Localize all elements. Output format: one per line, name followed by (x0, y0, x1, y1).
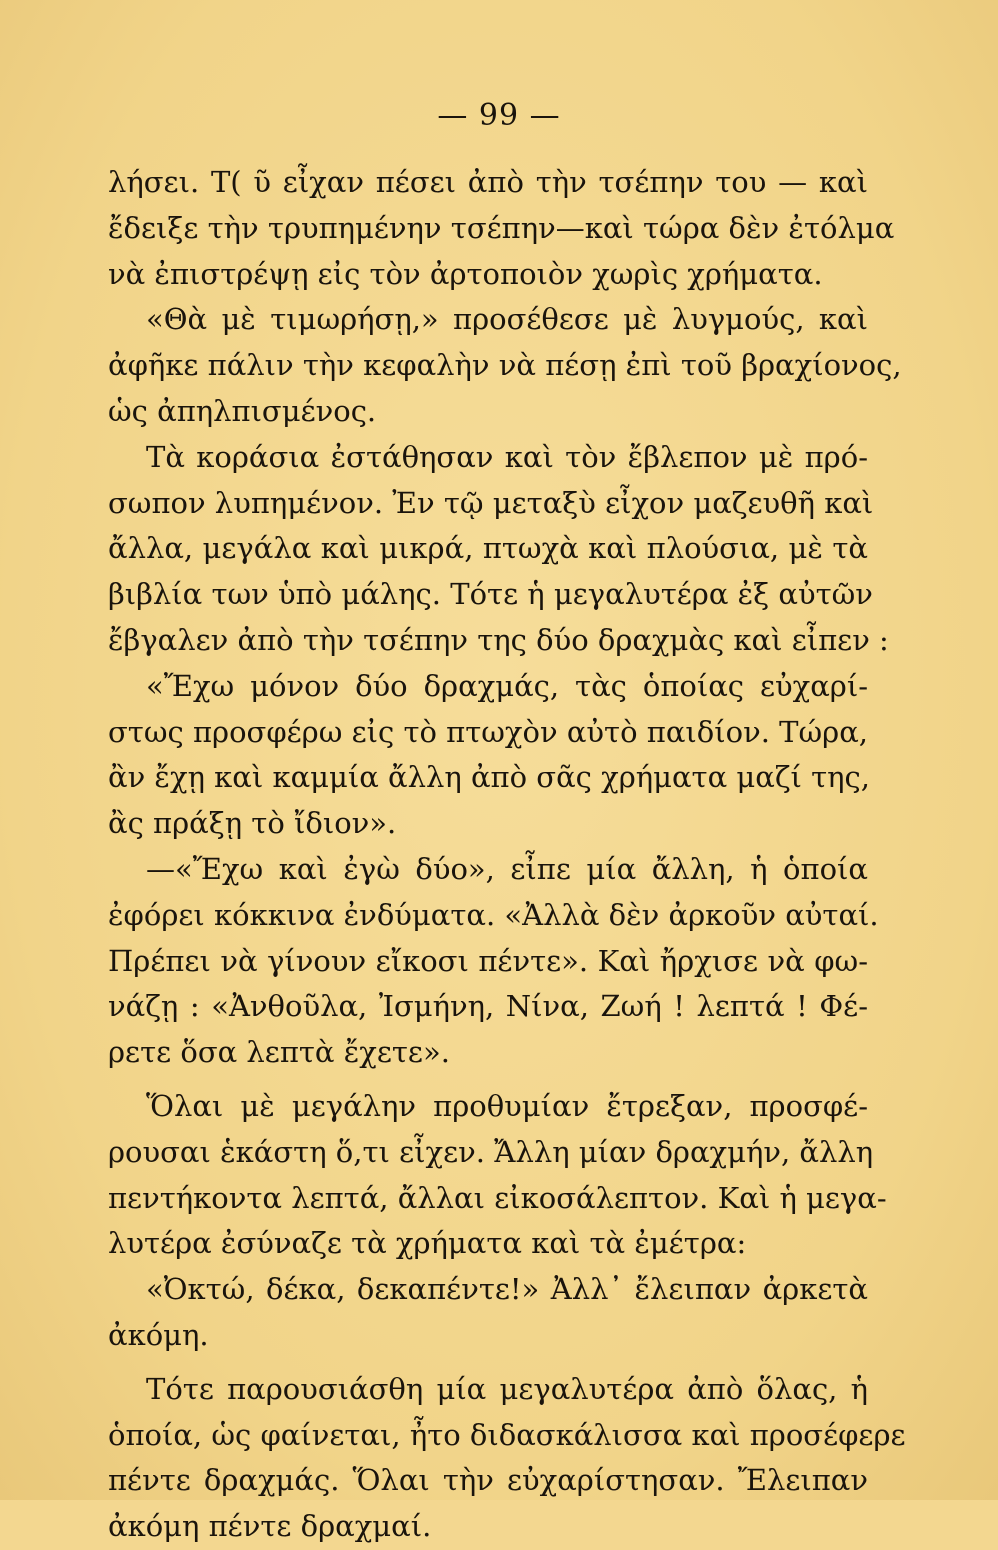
paragraph (108, 435, 889, 664)
text-line: —«Ἔχω καὶ ἐγὼ δύο», εἶπε μία ἄλλη, ἡ ὁποία (146, 851, 868, 886)
text-line: ρουσαι ἑκάστη ὅ,τι εἶχεν. Ἄλλη μίαν δραχμήν, ἄλλη (108, 1134, 874, 1169)
text-line: πεντήκοντα λεπτά, ἄλλαι εἰκοσάλεπτον. Καὶ ἡ μεγα- (108, 1180, 887, 1215)
text-line: ἔβγαλεν ἀπὸ τὴν τσέπην της δύο δραχμὰς καὶ εἶπεν : (108, 622, 889, 657)
text-line: ρετε ὅσα λεπτὰ ἔχετε». (108, 1035, 450, 1070)
body-text (108, 160, 906, 1550)
text-line: ἔδειξε τὴν τρυπημένην τσέπην—καὶ τώρα δὲν ἐτόλμα (108, 210, 895, 245)
paragraph (108, 297, 902, 434)
text-line: ἂς πράξῃ τὸ ἴδιον». (108, 806, 397, 841)
text-line: λήσει. Τ( ῦ εἶχαν πέσει ἀπὸ τὴν τσέπην του — καὶ (108, 165, 868, 199)
text-line: ἀκόμη πέντε δραχμαί. (108, 1509, 432, 1544)
text-line: σωπον λυπημένον. Ἐν τῷ μεταξὺ εἶχον μαζευθῆ καὶ (108, 485, 874, 520)
text-line: «Ὀκτώ, δέκα, δεκαπέντε!» Ἀλλ᾽ ἔλειπαν ἀρκετὰ (146, 1272, 868, 1307)
page-number: — 99 — (437, 98, 561, 133)
text-line: Ὅλαι μὲ μεγάλην προθυμίαν ἔτρεξαν, προσφέ- (146, 1088, 868, 1123)
text-line: ἐφόρει κόκκινα ἐνδύματα. «Ἀλλὰ δὲν ἀρκοῦν αὐταί. (108, 897, 879, 932)
text-line: ἂν ἔχῃ καὶ καμμία ἄλλη ἀπὸ σᾶς χρήματα μαζί της, (108, 760, 871, 795)
text-line: ἄλλα, μεγάλα καὶ μικρά, πτωχὰ καὶ πλούσια, μὲ τὰ (108, 531, 868, 566)
paragraph (108, 160, 895, 297)
text-line: Πρέπει νὰ γίνουν εἴκοσι πέντε». Καὶ ἤρχισε νὰ φω- (108, 943, 868, 978)
text-line: «Ἔχω μόνον δύο δραχμάς, τὰς ὁποίας εὐχαρί- (146, 668, 868, 703)
text-line: ἀφῆκε πάλιν τὴν κεφαλὴν νὰ πέσῃ ἐπὶ τοῦ βραχίονος, (108, 348, 902, 383)
text-line: λυτέρα ἐσύναζε τὰ χρήματα καὶ τὰ ἐμέτρα: (108, 1226, 747, 1261)
text-line: «Θὰ μὲ τιμωρήσῃ,» προσέθεσε μὲ λυγμούς, καὶ (146, 302, 868, 337)
text-line: στως προσφέρω εἰς τὸ πτωχὸν αὐτὸ παιδίον. Τώρα, (108, 714, 868, 749)
text-line: ὁποία, ὡς φαίνεται, ἦτο διδασκάλισσα καὶ προσέφερε (108, 1417, 906, 1452)
paragraph (108, 1084, 887, 1267)
text-line: βιβλία των ὑπὸ μάλης. Τότε ἡ μεγαλυτέρα ἐξ αὐτῶν (108, 577, 873, 612)
text-line: Τότε παρουσιάσθη μία μεγαλυτέρα ἀπὸ ὅλας, ἡ (146, 1371, 868, 1406)
paragraph (108, 847, 879, 1076)
paragraph (108, 664, 871, 847)
paragraph (108, 1267, 868, 1359)
paragraph (108, 1367, 906, 1550)
text-line: Τὰ κοράσια ἐστάθησαν καὶ τὸν ἔβλεπον μὲ πρό- (146, 439, 868, 474)
text-line: νάζῃ : «Ἀνθοῦλα, Ἰσμήνη, Νίνα, Ζωή ! λεπτά ! Φέ- (108, 989, 868, 1024)
text-line: πέντε δραχμάς. Ὅλαι τὴν εὐχαρίστησαν. Ἔλειπαν (108, 1463, 868, 1498)
text-line: νὰ ἐπιστρέψῃ εἰς τὸν ἀρτοποιὸν χωρὶς χρήματα. (108, 256, 823, 291)
text-line: ὡς ἀπηλπισμένος. (108, 393, 377, 428)
text-line: ἀκόμη. (108, 1317, 209, 1352)
